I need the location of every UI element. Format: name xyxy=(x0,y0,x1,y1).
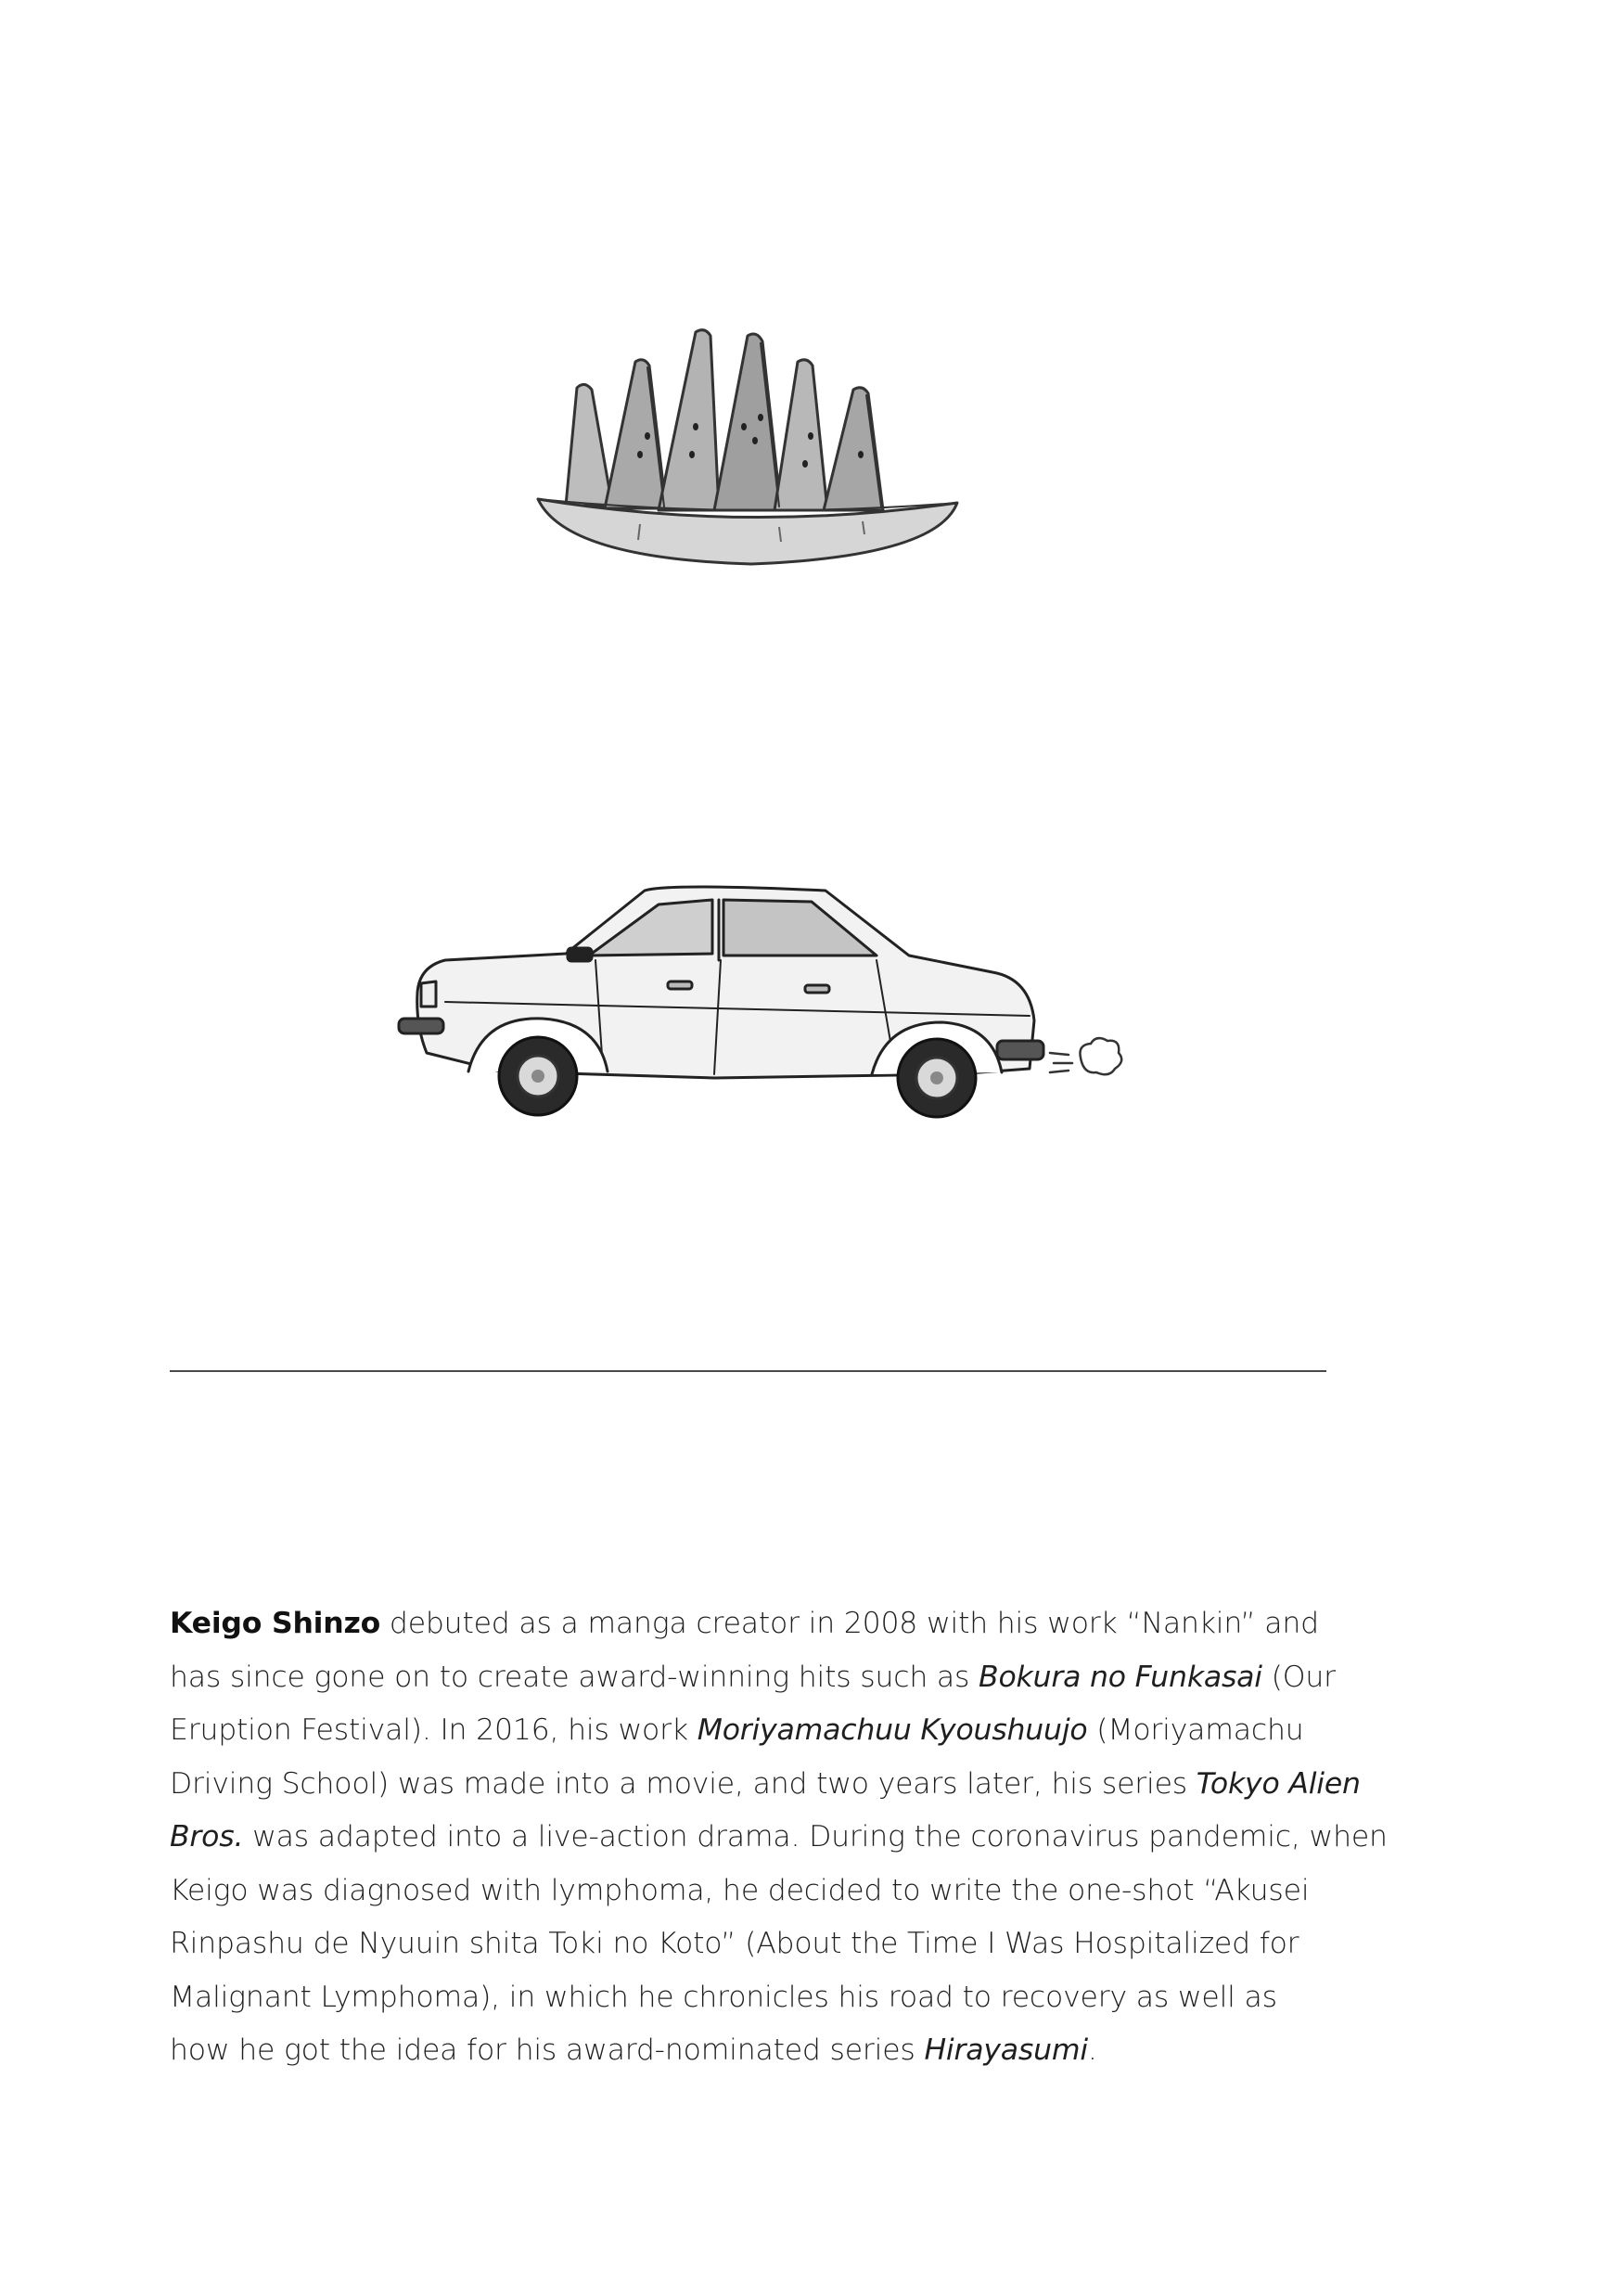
work-title: Hirayasumi xyxy=(924,2033,1088,2067)
car-wheel xyxy=(898,1039,976,1117)
bio-text: Eruption Festival). In 2016, his work xyxy=(170,1713,698,1747)
bio-line xyxy=(170,1704,1338,1758)
bio-line xyxy=(170,1651,1338,1705)
exhaust-puff xyxy=(1050,1038,1121,1074)
watermelon-slice xyxy=(659,330,719,510)
section-divider xyxy=(170,1370,1326,1372)
author-name: Keigo Shinzo xyxy=(170,1607,381,1640)
bio-line xyxy=(170,1758,1361,1812)
bio-text: (Our xyxy=(1261,1660,1336,1694)
car-wheel xyxy=(499,1037,577,1115)
bio-text: Malignant Lymphoma), in which he chronicles his road to recovery as well as xyxy=(170,1980,1277,2014)
bio-text: Rinpashu de Nyuuin shita Toki no Koto” (About the Time I Was Hospitalized for xyxy=(170,1927,1299,1960)
watermelon-slice xyxy=(605,360,666,508)
bio-text: was adapted into a live-action drama. During the coronavirus pandemic, when xyxy=(243,1820,1388,1853)
bio-text: debuted as a manga creator in 2008 with his work “Nankin” and xyxy=(380,1607,1319,1640)
bio-line xyxy=(170,1597,1338,1651)
bio-text: has since gone on to create award-winning hits such as xyxy=(170,1660,979,1694)
author-bio xyxy=(170,1597,1388,2078)
bio-line xyxy=(170,1811,1388,1865)
bio-line xyxy=(170,1865,1338,1918)
work-title: Moriyamachuu Kyoushuujo xyxy=(697,1713,1088,1747)
work-title: Tokyo Alien xyxy=(1196,1766,1361,1801)
car-illustration xyxy=(390,863,1132,1141)
watermelon-plate-illustration xyxy=(529,325,965,571)
bio-text: Driving School) was made into a movie, and two years later, his series xyxy=(170,1766,1197,1801)
bio-text: (Moriyamachu xyxy=(1087,1713,1304,1747)
watermelon-slice xyxy=(566,384,612,506)
bio-text: . xyxy=(1087,2033,1097,2067)
watermelon-slice xyxy=(714,334,781,510)
watermelon-slice xyxy=(774,360,827,510)
bio-line xyxy=(170,2024,1338,2078)
work-title: Bros. xyxy=(170,1820,244,1853)
bio-line xyxy=(170,1918,1338,1971)
work-title: Bokura no Funkasai xyxy=(979,1660,1262,1694)
bio-text: Keigo was diagnosed with lymphoma, he decided to write the one-shot “Akusei xyxy=(170,1873,1310,1907)
bio-text: how he got the idea for his award-nominated series xyxy=(170,2033,925,2067)
bio-line xyxy=(170,1971,1338,2025)
